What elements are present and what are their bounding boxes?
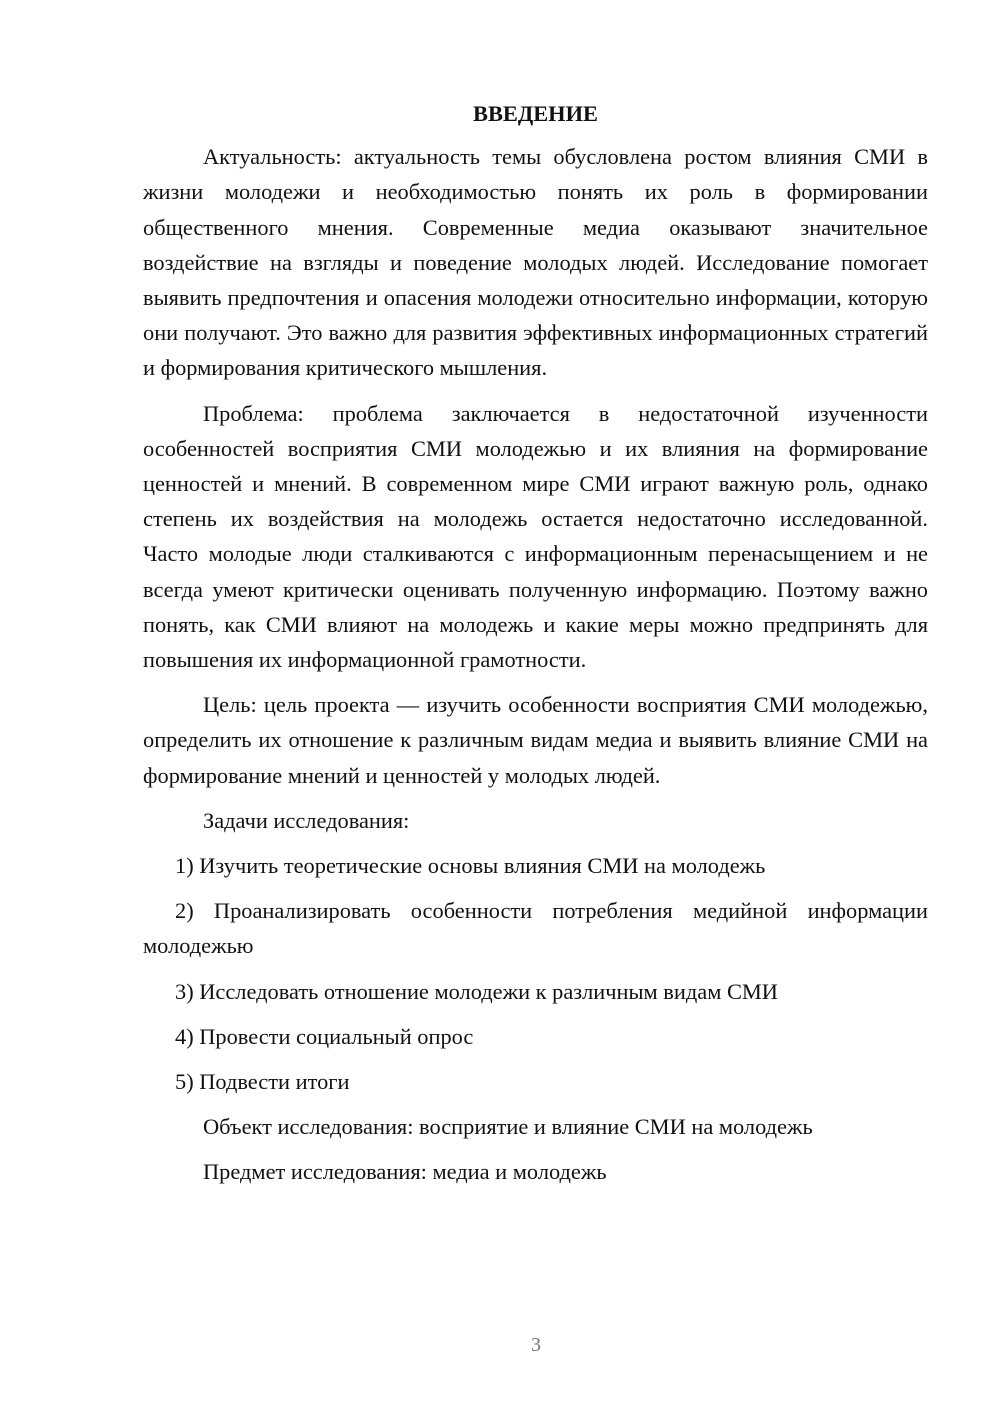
goal-paragraph: Цель: цель проекта — изучить особенности восприятия СМИ молодежью, определить их отношение к различным видам медиа и выявить влияние СМИ на формирование мнений и ценностей у молодых людей. bbox=[143, 692, 928, 788]
task-item-3: 3) Исследовать отношение молодежи к различным видам СМИ bbox=[175, 978, 778, 1004]
research-subject: Предмет исследования: медиа и молодежь bbox=[203, 1159, 607, 1185]
section-heading: ВВЕДЕНИЕ bbox=[473, 101, 598, 126]
problem-paragraph: Проблема: проблема заключается в недостаточной изученности особенностей восприятия СМИ молодежью и их влияния на формирование ценностей и мнений. В современном мире СМИ играют важную роль, однако степень их воздействия на молодежь остается недостаточно исследованной. Часто молодые люди сталкиваются с информационным перенасыщением и не всегда умеют критически оценивать полученную информацию. Поэтому важно понять, как СМИ влияют на молодежь и какие меры можно предпринять для повышения их информационной грамотности. bbox=[143, 400, 928, 673]
page-number: 3 bbox=[531, 1334, 541, 1356]
task-item-1: 1) Изучить теоретические основы влияния СМИ на молодежь bbox=[175, 853, 766, 879]
task-item-4: 4) Провести социальный опрос bbox=[175, 1023, 474, 1049]
page-content bbox=[143, 96, 928, 1200]
relevance-paragraph: Актуальность: актуальность темы обусловлена ростом влияния СМИ в жизни молодежи и необходимостью понять их роль в формировании общественного мнения. Современные медиа оказывают значительное воздействие на взгляды и поведение молодых людей. Исследование помогает выявить предпочтения и опасения молодежи относительно информации, которую они получают. Это важно для развития эффективных информационных стратегий и формирования критического мышления. bbox=[143, 144, 928, 381]
tasks-title: Задачи исследования: bbox=[203, 807, 410, 833]
task-item-2: 2) Проанализировать особенности потребления медийной информации молодежью bbox=[143, 898, 928, 959]
research-object: Объект исследования: восприятие и влияние СМИ на молодежь bbox=[203, 1114, 813, 1140]
task-item-5: 5) Подвести итоги bbox=[175, 1069, 350, 1095]
